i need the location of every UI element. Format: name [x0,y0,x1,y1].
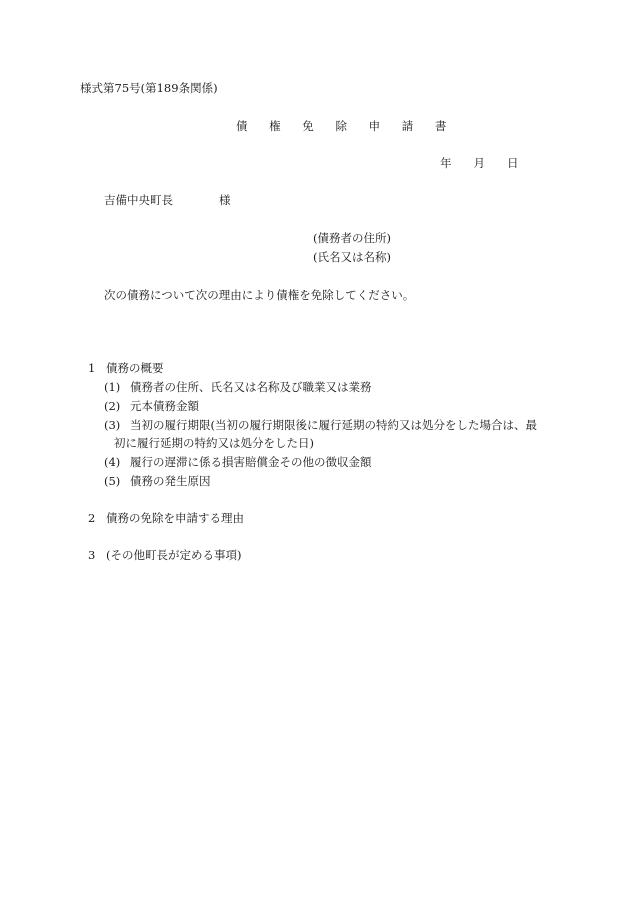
list-item [104,473,211,489]
item-text: 債務の発生原因 [130,474,211,488]
addressee-honorific: 様 [219,193,231,207]
item-text: 債務者の住所、氏名又は名称及び職業又は業務 [130,380,372,394]
item-number: (3) [104,418,121,432]
applicant-name-label: (氏名又は名称) [313,250,391,264]
date-month-label: 月 [473,156,485,170]
section-title: 債務の免除を申請する理由 [106,511,244,525]
section-title: (その他町長が定める事項) [106,548,242,562]
section-heading [88,360,164,376]
addressee-name: 吉備中央町長 [104,193,173,207]
date-line [440,155,519,171]
item-number: (5) [104,474,121,488]
item-text: 当初の履行期限(当初の履行期限後に履行延期の特約又は処分をした場合は、最 [130,418,537,432]
applicant-address-label: (債務者の住所) [313,231,391,245]
item-text: 元本債務金額 [130,399,199,413]
section-number: 3 [88,548,96,562]
list-item [104,454,372,470]
list-item [104,417,537,433]
item-text: 履行の遅滞に係る損害賠償金その他の徴収金額 [130,455,372,469]
list-item [104,379,372,395]
item-number: (2) [104,399,121,413]
date-year-label: 年 [440,156,452,170]
document-title: 債 権 免 除 申 請 書 [236,119,456,133]
addressee [104,192,231,208]
section-number: 2 [88,511,96,525]
item-number: (4) [104,455,121,469]
list-item-continuation: 初に履行延期の特約又は処分をした日) [114,436,314,450]
section-heading [88,510,244,526]
list-item [104,398,199,414]
form-number: 様式第75号(第189条関係) [80,81,218,95]
section-title: 債務の概要 [106,361,164,375]
date-day-label: 日 [507,156,519,170]
section-heading [88,547,241,563]
request-text: 次の債務について次の理由により債権を免除してください。 [104,288,415,302]
item-number: (1) [104,380,121,394]
section-number: 1 [88,361,96,375]
